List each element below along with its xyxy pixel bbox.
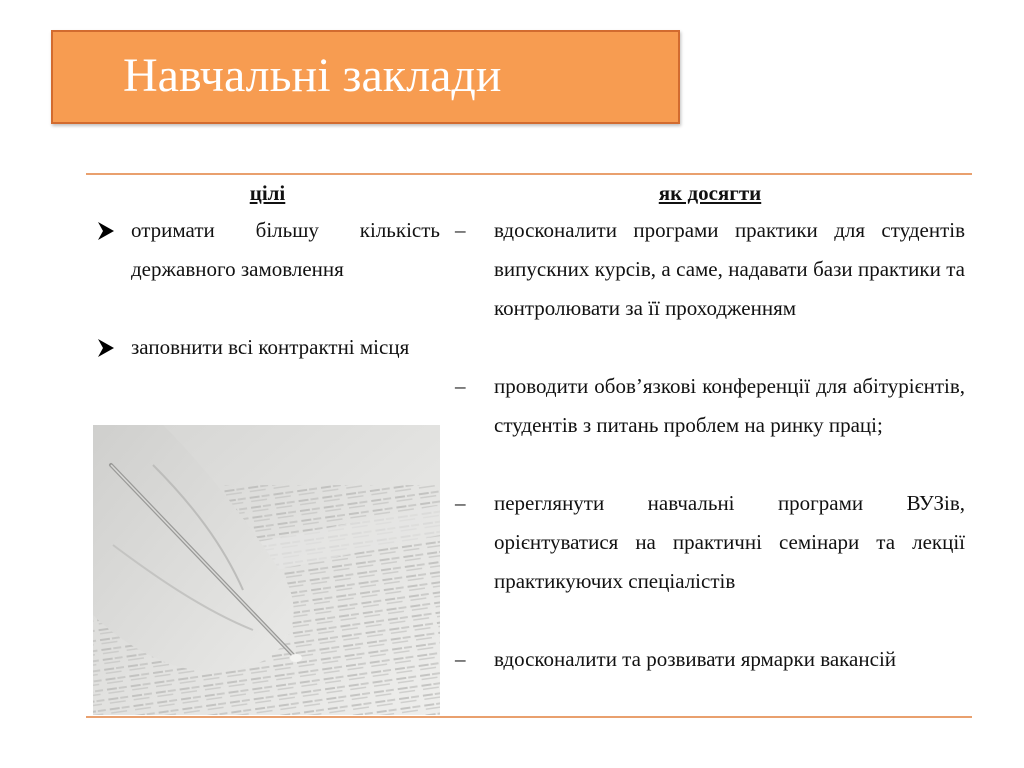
goal-item <box>95 211 440 289</box>
action-text: переглянути навчальні програми ВУЗів, орієнтуватися на практичні семінари та лекції практикуючих спеціалістів <box>494 491 965 593</box>
action-item <box>455 367 965 445</box>
action-item <box>455 211 965 328</box>
dash-bullet: – <box>455 647 466 671</box>
dash-bullet: – <box>455 374 466 398</box>
arrowhead-bullet-icon <box>95 328 117 367</box>
table-bottom-rule <box>86 716 972 718</box>
arrowhead-bullet-icon <box>95 211 117 250</box>
writing-hand-photo <box>93 425 440 715</box>
action-text: проводити обов’язкові конференції для абітурієнтів, студентів з питань проблем на ринку праці; <box>494 374 965 437</box>
actions-column-header: як досягти <box>658 181 762 205</box>
action-text: вдосконалити програми практики для студентів випускних курсів, а саме, надавати бази практики та контролювати за її проходженням <box>494 218 965 320</box>
goals-column-header: цілі <box>249 181 286 205</box>
goal-text: заповнити всі контрактні місця <box>131 335 410 359</box>
table-top-rule <box>86 173 972 175</box>
title-banner <box>51 30 680 124</box>
action-text: вдосконалити та розвивати ярмарки вакансій <box>494 647 897 671</box>
action-item <box>455 484 965 601</box>
dash-bullet: – <box>455 491 466 515</box>
slide-title: Навчальні заклади <box>123 49 502 102</box>
writing-hand-image <box>93 425 440 715</box>
dash-bullet: – <box>455 218 466 242</box>
goal-item <box>95 328 440 367</box>
goal-text: отримати більшу кількість державного замовлення <box>131 218 440 281</box>
action-item <box>455 640 965 679</box>
